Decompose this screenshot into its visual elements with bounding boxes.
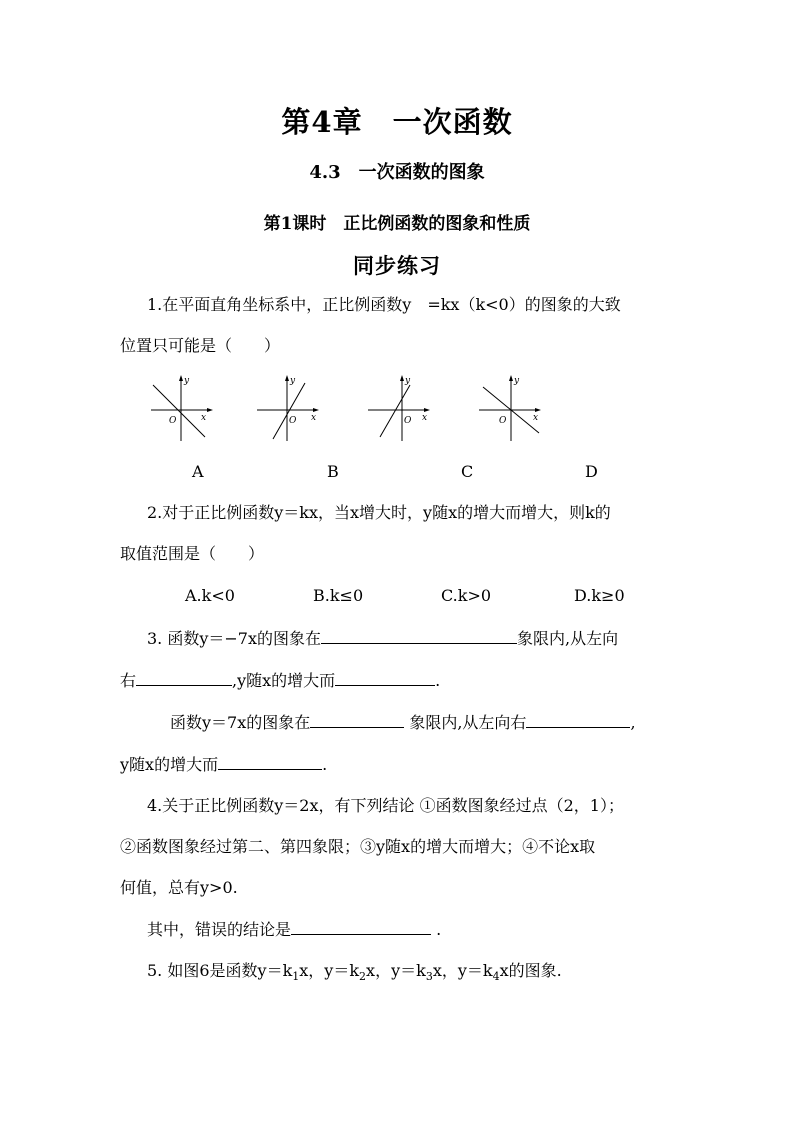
x-axis-label: x	[201, 413, 207, 423]
q1-line1: 1.在平面直角坐标系中，正比例函数y =kx（k<0）的图象的大致	[147, 295, 621, 314]
option-label-b: B	[327, 462, 339, 481]
x-arrow-icon	[207, 408, 213, 412]
origin-label: O	[169, 416, 177, 426]
q2-choice-a: A.k<0	[185, 586, 235, 605]
q4-line1: 4.关于正比例函数y＝2x，有下列结论 ①函数图象经过点（2，1）；	[147, 796, 624, 815]
option-label-d: D	[585, 462, 598, 481]
graph-option-d	[477, 373, 567, 443]
lesson-title: 第1课时 正比例函数的图象和性质	[263, 214, 531, 234]
x-axis-label: x	[422, 413, 428, 423]
q3-line1: 3. 函数y＝−7x的图象在 象限内,从左向	[147, 629, 619, 648]
answer-blank[interactable]	[310, 711, 404, 728]
answer-blank[interactable]	[335, 669, 435, 686]
q3-line2: 右 ,y随x的增大而 .	[120, 671, 441, 690]
y-axis-label: y	[290, 376, 296, 386]
origin-label: O	[289, 416, 297, 426]
y-axis-label: y	[184, 376, 190, 386]
q2-line1: 2.对于正比例函数y＝kx，当x增大时，y随x的增大而增大，则k的	[147, 503, 611, 522]
q2-choice-b: B.k≤0	[313, 586, 364, 605]
origin-label: O	[404, 416, 412, 426]
y-arrow-icon	[509, 375, 513, 381]
x-axis-label: x	[533, 413, 539, 423]
answer-blank[interactable]	[321, 627, 517, 644]
q3-line3: 函数y＝7x的图象在 象限内,从左向右 ,	[170, 713, 636, 732]
option-label-a: A	[192, 462, 204, 481]
y-arrow-icon	[179, 375, 183, 381]
x-axis-label: x	[311, 413, 317, 423]
graph-option-c	[366, 373, 456, 443]
practice-title: 同步练习	[353, 253, 441, 278]
option-label-c: C	[461, 462, 474, 481]
graph-option-b	[255, 373, 345, 443]
section-title: 4.3 一次函数的图象	[309, 162, 485, 183]
chapter-title: 第4章 一次函数	[281, 105, 513, 139]
q3-line4: y随x的增大而 .	[120, 755, 328, 774]
y-arrow-icon	[285, 375, 289, 381]
q2-line2: 取值范围是（ ）	[120, 544, 265, 563]
y-arrow-icon	[400, 375, 404, 381]
q2-choice-c: C.k>0	[441, 586, 492, 605]
graph-line	[380, 385, 410, 437]
q2-choice-d: D.k≥0	[574, 586, 625, 605]
q4-line4: 其中，错误的结论是 .	[147, 920, 442, 939]
x-arrow-icon	[535, 408, 541, 412]
graph-option-a	[145, 373, 235, 443]
x-arrow-icon	[313, 408, 319, 412]
answer-blank[interactable]	[526, 711, 630, 728]
answer-blank[interactable]	[218, 753, 322, 770]
y-axis-label: y	[514, 376, 520, 386]
answer-blank[interactable]	[136, 669, 232, 686]
y-axis-label: y	[405, 376, 411, 386]
graph-line	[153, 385, 205, 437]
graph-line	[273, 383, 305, 439]
q1-line2: 位置只可能是（ ）	[120, 336, 281, 355]
q4-line3: 何值，总有y>0.	[120, 878, 238, 897]
q4-line2: ②函数图象经过第二、第四象限；③y随x的增大而增大；④不论x取	[120, 837, 596, 856]
origin-label: O	[499, 416, 507, 426]
answer-blank[interactable]	[291, 918, 431, 935]
x-arrow-icon	[424, 408, 430, 412]
q5-line1: 5. 如图6是函数$y=k_1x$，$y=k_2x$，$y=k_3x$，$y=k_4x$的图象.	[147, 961, 562, 984]
